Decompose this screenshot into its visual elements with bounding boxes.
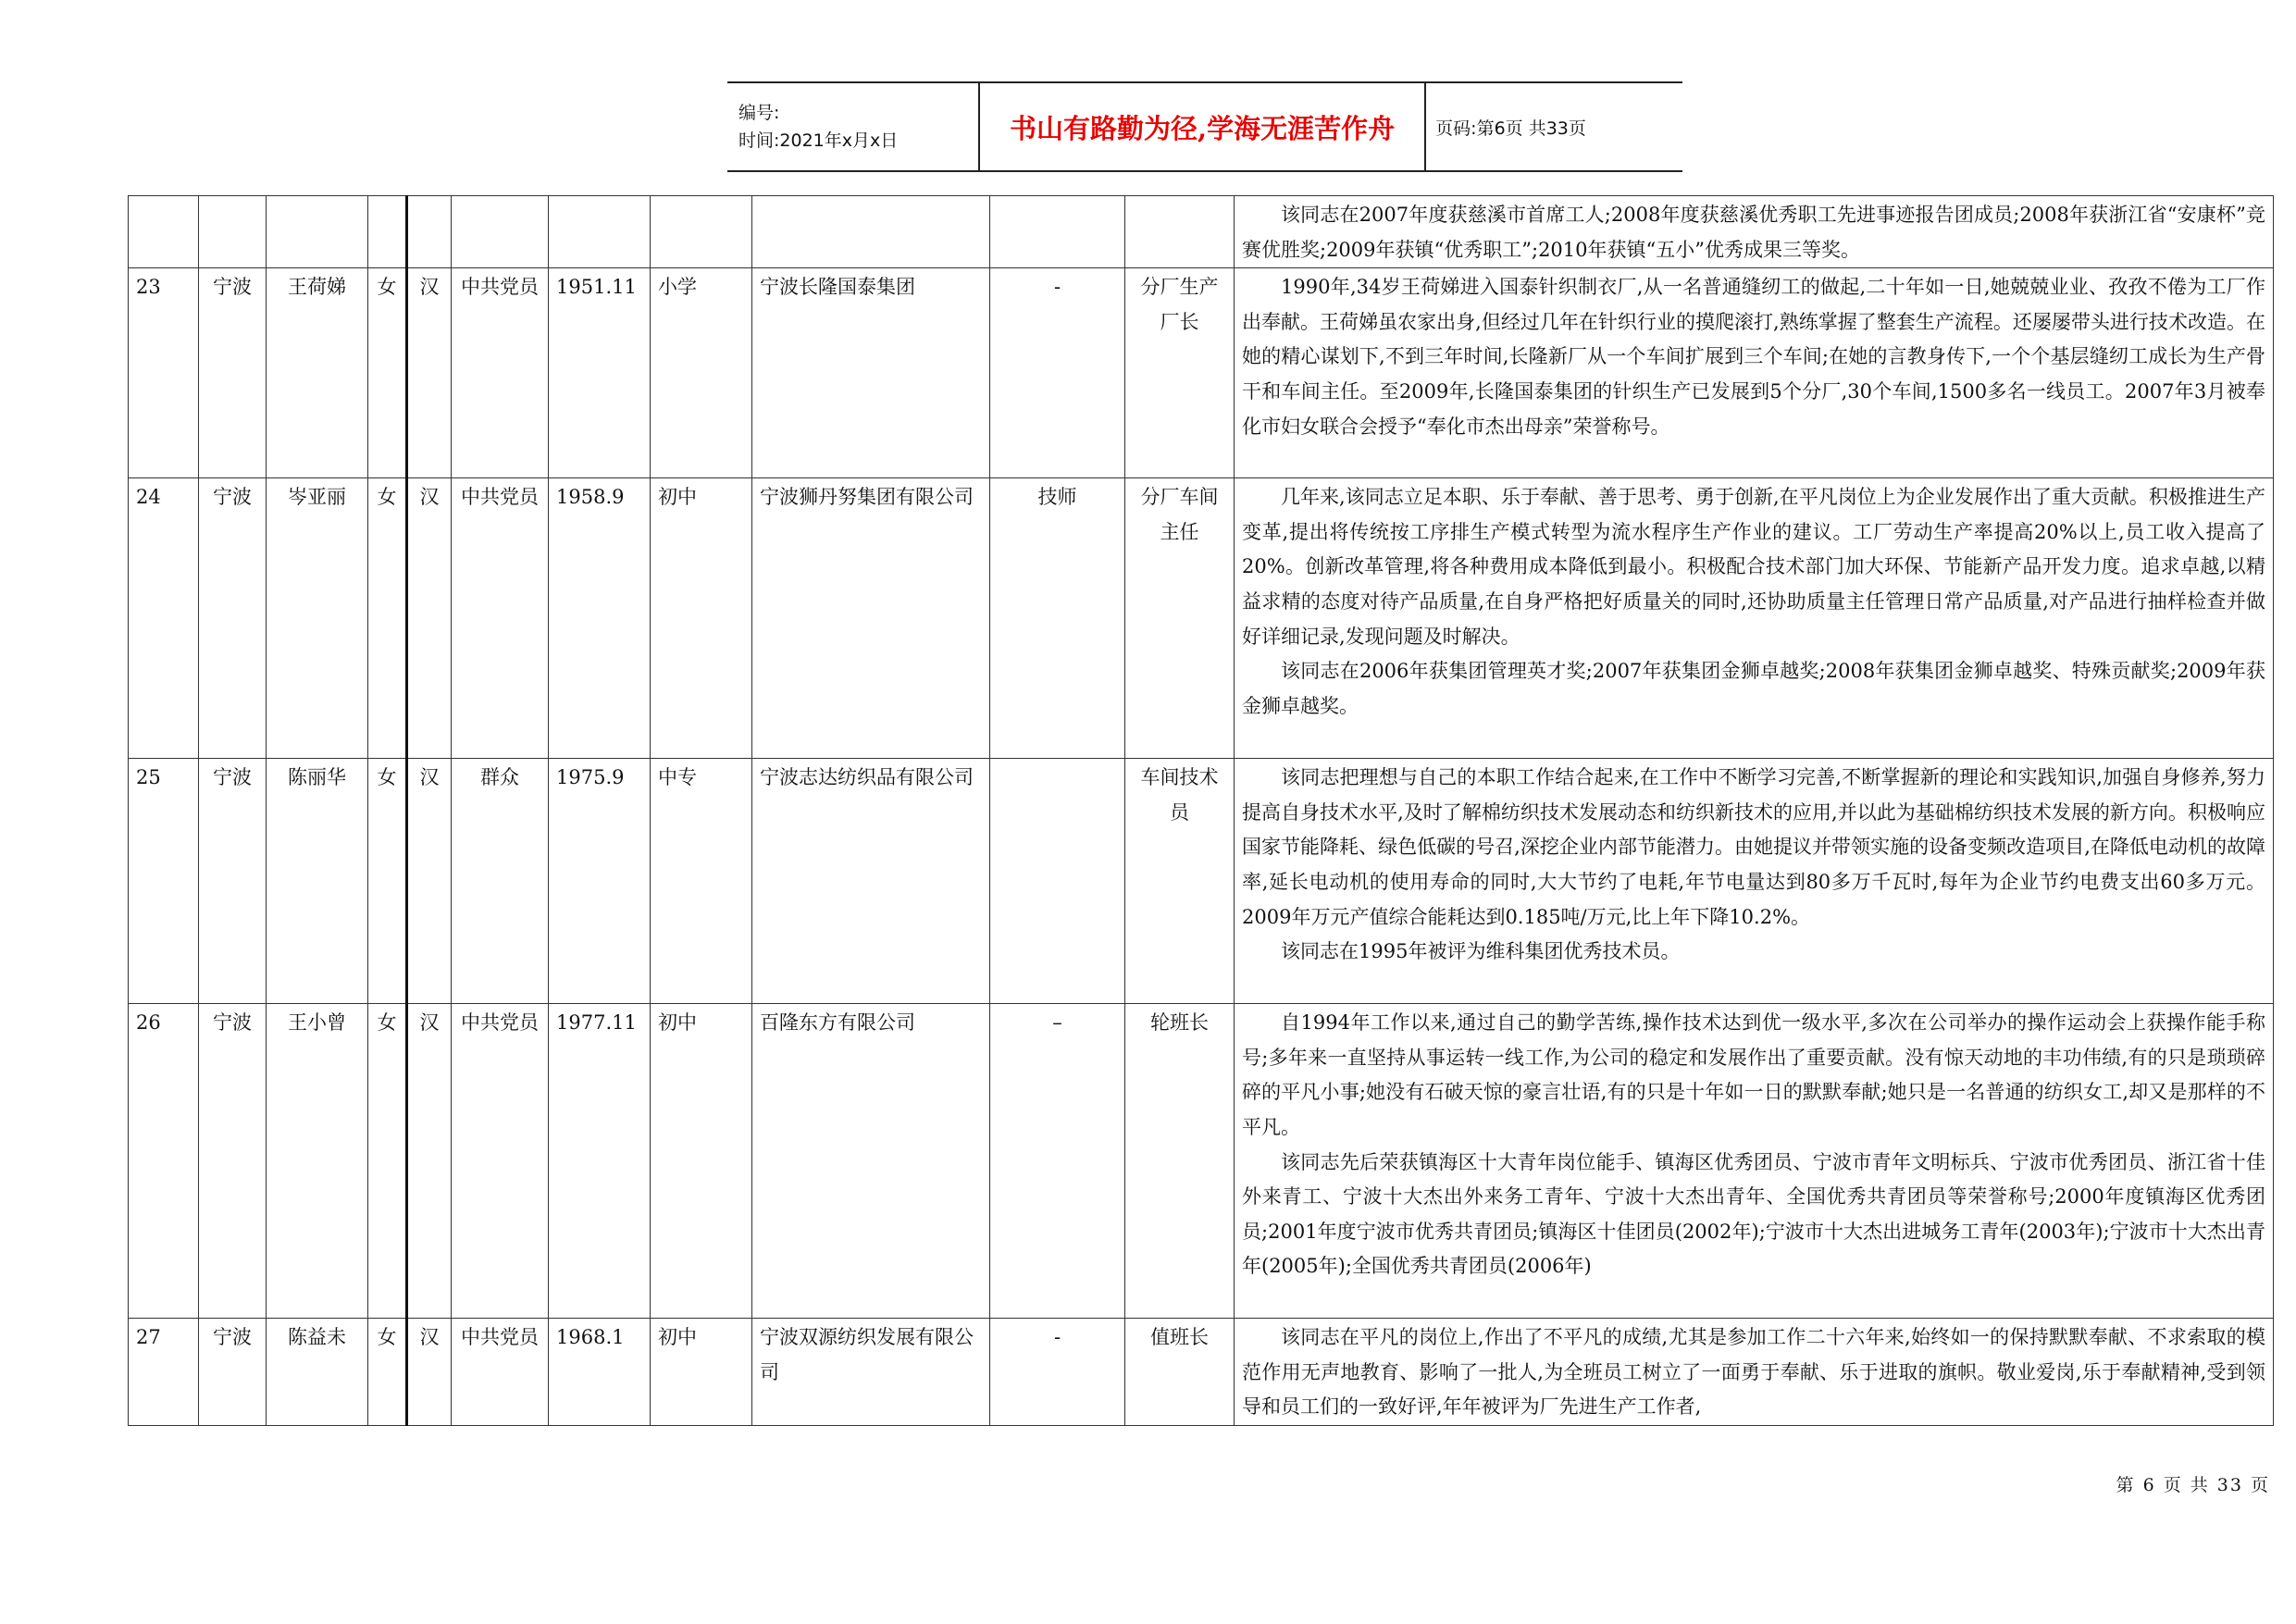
row-number: 25 (129, 759, 199, 1004)
description-paragraph: 该同志在1995年被评为维科集团优秀技术员。 (1281, 940, 1681, 963)
name-cell: 陈益未 (267, 1319, 368, 1426)
page-footer: 第 6 页 共 33 页 (2116, 1475, 2270, 1495)
honoree-table (128, 195, 2274, 1426)
name-cell (267, 196, 368, 268)
row-number: 27 (129, 1319, 199, 1426)
gender-cell: 女 (368, 759, 407, 1004)
header-page-label: 页码:第6页 共33页 (1435, 118, 1586, 139)
gender-cell (368, 196, 407, 268)
description-cell (1235, 1004, 2274, 1319)
position-cell: 车间技术员 (1125, 759, 1235, 1004)
page-header (727, 81, 1682, 172)
number-label: 编号: (738, 103, 780, 123)
birth-cell: 1951.11 (549, 268, 651, 478)
title-cell (990, 759, 1125, 1004)
company-cell (752, 196, 990, 268)
title-cell: - (990, 268, 1125, 478)
description-paragraph: 该同志把理想与自己的本职工作结合起来,在工作中不断学习完善,不断掌握新的理论和实践知识,加强自身修养,努力提高自身技术水平,及时了解棉纺织技术发展动态和纺织新技术的应用,并以此为基础棉纺织技术发展的新方向。积极响应国家节能降耗、绿色低碳的号召,深挖企业内部节能潜力。由她提议并带领实施的设备变频改造项目,在降低电动机的故障率,延长电动机的使用寿命的同时,大大节约了电耗,年节电量达到80多万千瓦时,每年为企业节约电费支出60多万元。2009年万元产值综合能耗达到0.185吨/万元,比上年下降10.2%。 (1242, 766, 2265, 928)
position-cell (1125, 196, 1235, 268)
description-cell (1235, 759, 2274, 1004)
row-number: 23 (129, 268, 199, 478)
description-paragraph: 1990年,34岁王荷娣进入国泰针织制衣厂,从一名普通缝纫工的做起,二十年如一日,她兢兢业业、孜孜不倦为工厂作出奉献。王荷娣虽农家出身,但经过几年在针织行业的摸爬滚打,熟练掌握了整套生产流程。还屡屡带头进行技术改造。在她的精心谋划下,不到三年时间,长隆新厂从一个车间扩展到三个车间;在她的言教身传下,一个个基层缝纫工成长为生产骨干和车间主任。至2009年,长隆国泰集团的针织生产已发展到5个分厂,30个车间,1500多名一线员工。2007年3月被奉化市妇女联合会授予“奉化市杰出母亲”荣誉称号。 (1242, 276, 2265, 438)
description-cell (1235, 1319, 2274, 1426)
ethnicity-cell (407, 196, 452, 268)
politics-cell: 中共党员 (452, 268, 549, 478)
education-cell: 初中 (651, 478, 752, 759)
table-row (129, 1004, 2274, 1319)
ethnicity-cell: 汉 (407, 1004, 452, 1319)
region-cell: 宁波 (199, 1004, 267, 1319)
description-paragraph: 该同志在2007年度获慈溪市首席工人;2008年度获慈溪优秀职工先进事迹报告团成员;2008年获浙江省“安康杯”竞赛优胜奖;2009年获镇“优秀职工”;2010年获镇“五小”优秀成果三等奖。 (1242, 204, 2265, 261)
company-cell: 百隆东方有限公司 (752, 1004, 990, 1319)
politics-cell: 中共党员 (452, 478, 549, 759)
ethnicity-cell: 汉 (407, 759, 452, 1004)
education-cell: 中专 (651, 759, 752, 1004)
row-number: 24 (129, 478, 199, 759)
description-cell (1235, 196, 2274, 268)
name-cell: 王小曾 (267, 1004, 368, 1319)
description-paragraph: 该同志在平凡的岗位上,作出了不平凡的成绩,尤其是参加工作二十六年来,始终如一的保持默默奉献、不求索取的模范作用无声地教育、影响了一批人,为全班员工树立了一面勇于奉献、乐于进取的旗帜。敬业爱岗,乐于奉献精神,受到领导和员工们的一致好评,年年被评为厂先进生产工作者, (1242, 1326, 2265, 1419)
education-cell: 初中 (651, 1004, 752, 1319)
gender-cell: 女 (368, 268, 407, 478)
ethnicity-cell: 汉 (407, 1319, 452, 1426)
gender-cell: 女 (368, 1004, 407, 1319)
table-row (129, 478, 2274, 759)
table-row (129, 196, 2274, 268)
company-cell: 宁波长隆国泰集团 (752, 268, 990, 478)
birth-cell: 1958.9 (549, 478, 651, 759)
education-cell (651, 196, 752, 268)
name-cell: 陈丽华 (267, 759, 368, 1004)
table-row (129, 759, 2274, 1004)
politics-cell: 中共党员 (452, 1319, 549, 1426)
politics-cell (452, 196, 549, 268)
region-cell: 宁波 (199, 759, 267, 1004)
politics-cell: 中共党员 (452, 1004, 549, 1319)
birth-cell: 1968.1 (549, 1319, 651, 1426)
name-cell: 岑亚丽 (267, 478, 368, 759)
gender-cell: 女 (368, 478, 407, 759)
title-cell: - (990, 1319, 1125, 1426)
region-cell: 宁波 (199, 268, 267, 478)
company-cell: 宁波志达纺织品有限公司 (752, 759, 990, 1004)
position-cell: 分厂车间主任 (1125, 478, 1235, 759)
description-cell (1235, 478, 2274, 759)
education-cell: 小学 (651, 268, 752, 478)
table-row (129, 268, 2274, 478)
gender-cell: 女 (368, 1319, 407, 1426)
region-cell: 宁波 (199, 478, 267, 759)
company-cell: 宁波双源纺织发展有限公司 (752, 1319, 990, 1426)
region-cell (199, 196, 267, 268)
region-cell: 宁波 (199, 1319, 267, 1426)
time-label: 时间:2021年x月x日 (738, 130, 899, 151)
title-cell: – (990, 1004, 1125, 1319)
description-paragraph: 几年来,该同志立足本职、乐于奉献、善于思考、勇于创新,在平凡岗位上为企业发展作出了重大贡献。积极推进生产变革,提出将传统按工序排生产模式转型为流水程序生产作业的建议。工厂劳动生产率提高20%以上,员工收入提高了20%。创新改革管理,将各种费用成本降低到最小。积极配合技术部门加大环保、节能新产品开发力度。追求卓越,以精益求精的态度对待产品质量,在自身严格把好质量关的同时,还协助质量主任管理日常产品质量,对产品进行抽样检查并做好详细记录,发现问题及时解决。 (1242, 486, 2265, 648)
education-cell: 初中 (651, 1319, 752, 1426)
birth-cell (549, 196, 651, 268)
birth-cell: 1977.11 (549, 1004, 651, 1319)
name-cell: 王荷娣 (267, 268, 368, 478)
company-cell: 宁波狮丹努集团有限公司 (752, 478, 990, 759)
title-cell: 技师 (990, 478, 1125, 759)
header-meta (727, 83, 980, 170)
position-cell: 轮班长 (1125, 1004, 1235, 1319)
position-cell: 分厂生产厂长 (1125, 268, 1235, 478)
description-paragraph: 自1994年工作以来,通过自己的勤学苦练,操作技术达到优一级水平,多次在公司举办的操作运动会上获操作能手称号;多年来一直坚持从事运转一线工作,为公司的稳定和发展作出了重要贡献。没有惊天动地的丰功伟绩,有的只是琐琐碎碎的平凡小事;她没有石破天惊的豪言壮语,有的只是十年如一日的默默奉献;她只是一名普通的纺织女工,却又是那样的不平凡。 (1242, 1011, 2265, 1138)
position-cell: 值班长 (1125, 1319, 1235, 1426)
description-paragraph: 该同志在2006年获集团管理英才奖;2007年获集团金狮卓越奖;2008年获集团金狮卓越奖、特殊贡献奖;2009年获金狮卓越奖。 (1242, 660, 2265, 717)
row-number (129, 196, 199, 268)
birth-cell: 1975.9 (549, 759, 651, 1004)
description-cell (1235, 268, 2274, 478)
table-row (129, 1319, 2274, 1426)
header-motto: 书山有路勤为径,学海无涯苦作舟 (980, 83, 1426, 170)
row-number: 26 (129, 1004, 199, 1319)
ethnicity-cell: 汉 (407, 478, 452, 759)
politics-cell: 群众 (452, 759, 549, 1004)
ethnicity-cell: 汉 (407, 268, 452, 478)
title-cell (990, 196, 1125, 268)
description-paragraph: 该同志先后荣获镇海区十大青年岗位能手、镇海区优秀团员、宁波市青年文明标兵、宁波市优秀团员、浙江省十佳外来青工、宁波十大杰出外来务工青年、宁波十大杰出青年、全国优秀共青团员等荣誉称号;2000年度镇海区优秀团员;2001年度宁波市优秀共青团员;镇海区十佳团员(2002年);宁波市十大杰出进城务工青年(2003年);宁波市十大杰出青年(2005年);全国优秀共青团员(2006年) (1242, 1150, 2265, 1278)
